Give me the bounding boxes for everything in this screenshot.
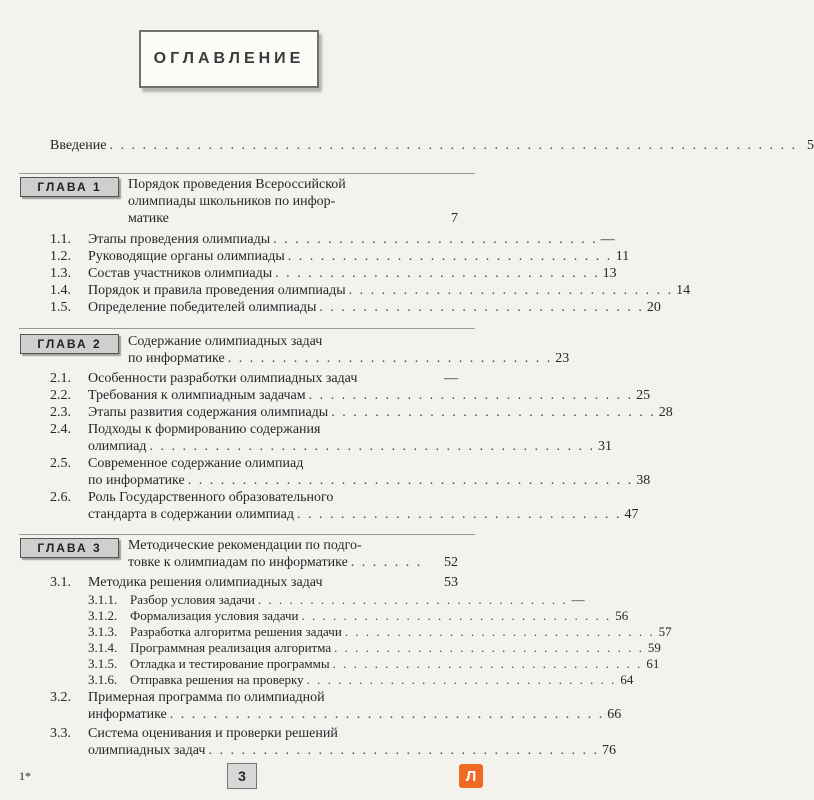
- chapter-badge: ГЛАВА 3: [20, 538, 119, 558]
- dot-leader: . . . . . . . . . . . . . . . . . . . . . . . . . . . . . .: [227, 351, 553, 366]
- toc-entry-line[interactable]: [50, 456, 458, 472]
- chapter-title-line: Методические рекомендации по подго-: [128, 538, 362, 553]
- page-number: 3: [227, 763, 257, 789]
- toc-entry-text: Определение победителей олимпиады: [88, 300, 317, 315]
- toc-entry-text: олимпиад: [88, 439, 147, 454]
- toc-page-number: 59: [647, 640, 661, 655]
- toc-entry-text: информатике: [88, 707, 167, 722]
- toc-entry-text: Система оценивания и проверки решений: [88, 726, 338, 741]
- toc-entry[interactable]: [50, 266, 617, 282]
- toc-entry-chapter-2[interactable]: [128, 351, 570, 367]
- chapter-badge: ГЛАВА 2: [20, 334, 119, 354]
- chapter-title-line: товке к олимпиадам по информатике: [128, 555, 348, 570]
- toc-page-number: 61: [646, 656, 660, 671]
- chapter-divider: [19, 534, 475, 535]
- dot-leader: . . . . . . . . . . . . . . . . . . . . . . . . . . . . . . . . . . . . . . . . .: [149, 439, 595, 454]
- section-number: 3.2.: [50, 690, 71, 705]
- toc-entry-text: Состав участников олимпиады: [88, 266, 273, 281]
- toc-page-number: 14: [676, 283, 691, 298]
- contents-title: ОГЛАВЛЕНИЕ: [153, 50, 305, 67]
- dot-leader: . . . . . . . . . . . . . . . . . . . . . . . . . . . . . .: [331, 405, 656, 420]
- toc-page-number: 57: [658, 624, 672, 639]
- toc-entry[interactable]: [50, 249, 630, 265]
- dot-leader: . . . . . . . . . . . . . . . . . . . . . . . . . . . . . . . . . . . .: [208, 743, 599, 758]
- toc-entry-text: Методика решения олимпиадных задач: [88, 575, 323, 590]
- dot-leader: . . . . . . . . . . . . . . . . . . . . . . . . . . . . . .: [306, 672, 617, 687]
- chapter-title-line: по информатике: [128, 351, 225, 366]
- dot-leader: . . . . . . . . . . . . . . . . . . . . . . . . . . . . . . . . . . . . . . . . .: [187, 473, 634, 488]
- section-number: 3.3.: [50, 726, 71, 741]
- toc-entry[interactable]: [50, 283, 691, 299]
- toc-entry-text: Примерная программа по олимпиадной: [88, 690, 325, 705]
- toc-entry[interactable]: [50, 300, 661, 316]
- toc-entry-text: Разбор условия задачи: [130, 592, 255, 607]
- toc-page-number: 52: [444, 555, 458, 570]
- toc-entry-line[interactable]: [50, 726, 458, 742]
- toc-entry-text: Современное содержание олимпиад: [88, 456, 304, 471]
- dot-leader: . . . . . . . . . . . . . . . . . . . . . . . . . . . . . . . . . . . . . . . .: [169, 707, 605, 722]
- dot-leader: . . . . . . . . . . . . . . . . . . . . . . . . . . . . . .: [348, 283, 674, 298]
- toc-entry-text: Порядок и правила проведения олимпиады: [88, 283, 346, 298]
- toc-page-number: 38: [636, 473, 651, 488]
- toc-entry-text: Этапы проведения олимпиады: [88, 232, 271, 247]
- toc-entry-intro[interactable]: [50, 138, 814, 154]
- toc-page-number: 25: [636, 388, 651, 403]
- toc-page-number: —: [600, 232, 615, 247]
- toc-page-number: 64: [620, 672, 634, 687]
- dot-leader: . . . . . . . . . . . . . . . . . . . . . . . . . . . . . .: [273, 232, 598, 247]
- toc-entry[interactable]: [88, 743, 616, 759]
- toc-page-number: 31: [597, 439, 612, 454]
- section-number: 2.2.: [50, 388, 71, 403]
- subsection-number: 3.1.2.: [88, 608, 118, 623]
- section-number: 2.5.: [50, 456, 71, 471]
- dot-leader: . . . . . . . . . . . . . . . . . . . . . . . . . . . . . .: [287, 249, 613, 264]
- chapter-divider: [19, 173, 475, 174]
- toc-subentry[interactable]: [88, 672, 634, 688]
- section-number: 1.4.: [50, 283, 71, 298]
- dot-leader: . . . . . . .: [350, 555, 423, 570]
- toc-page-number: 66: [607, 707, 622, 722]
- subsection-number: 3.1.1.: [88, 592, 118, 607]
- section-number: 3.1.: [50, 575, 71, 590]
- section-number: 2.3.: [50, 405, 71, 420]
- section-number: 2.1.: [50, 371, 71, 386]
- chapter-divider: [19, 328, 475, 329]
- subsection-number: 3.1.6.: [88, 672, 118, 687]
- toc-entry-text: Введение: [50, 138, 107, 153]
- toc-entry[interactable]: [88, 473, 651, 489]
- toc-entry-text: Подходы к формированию содержания: [88, 422, 321, 437]
- toc-entry-line[interactable]: [50, 422, 458, 438]
- publisher-logo: Л: [459, 764, 483, 788]
- dot-leader: . . . . . . . . . . . . . . . . . . . . . . . . . . . . . .: [296, 507, 622, 522]
- toc-page-number: 5: [806, 138, 814, 153]
- toc-page-number: 28: [658, 405, 673, 420]
- toc-subentry[interactable]: [88, 656, 660, 672]
- toc-entry-text: Роль Государственного образовательного: [88, 490, 334, 505]
- toc-page-number: 13: [602, 266, 617, 281]
- toc-page-number: 56: [615, 608, 629, 623]
- contents-title-box: [139, 30, 319, 88]
- toc-page-number: 53: [444, 575, 458, 590]
- toc-entry[interactable]: [50, 232, 615, 248]
- toc-entry[interactable]: [88, 439, 612, 455]
- dot-leader: . . . . . . . . . . . . . . . . . . . . . . . . . . . . . .: [319, 300, 644, 315]
- toc-subentry[interactable]: [88, 640, 661, 656]
- toc-page-number: —: [571, 592, 585, 607]
- toc-entry-text: по информатике: [88, 473, 185, 488]
- dot-leader: . . . . . . . . . . . . . . . . . . . . . . . . . . . . . .: [257, 592, 568, 607]
- chapter-title-line: Порядок проведения Всероссийской: [128, 177, 346, 192]
- toc-entry-text: Руководящие органы олимпиады: [88, 249, 285, 264]
- toc-entry-text: Отладка и тестирование программы: [130, 656, 330, 671]
- toc-entry-text: Программная реализация алгоритма: [130, 640, 332, 655]
- section-number: 1.3.: [50, 266, 71, 281]
- chapter-badge: ГЛАВА 1: [20, 177, 119, 197]
- toc-page-number: 11: [615, 249, 630, 264]
- chapter-title-line: Содержание олимпиадных задач: [128, 334, 323, 349]
- toc-entry-text: Этапы развития содержания олимпиады: [88, 405, 329, 420]
- toc-entry-chapter-1[interactable]: [128, 211, 458, 227]
- section-number: 1.5.: [50, 300, 71, 315]
- toc-entry[interactable]: [50, 405, 673, 421]
- dot-leader: . . . . . . . . . . . . . . . . . . . . . . . . . . . . . .: [308, 388, 634, 403]
- section-number: 1.1.: [50, 232, 71, 247]
- subsection-number: 3.1.3.: [88, 624, 118, 639]
- toc-entry[interactable]: [50, 371, 458, 387]
- dot-leader: . . . . . . . . . . . . . . . . . . . . . . . . . . . . . . . . . . . . . . . . . . . . . . . . . . . . . . . . . . . . . . .: [109, 138, 797, 153]
- toc-entry-text: Формализация условия задачи: [130, 608, 299, 623]
- toc-page-number: 7: [451, 211, 458, 226]
- chapter-title-line: матике: [128, 211, 169, 226]
- dot-leader: . . . . . . . . . . . . . . . . . . . . . . . . . . . . . .: [344, 624, 655, 639]
- toc-entry-text: стандарта в содержании олимпиад: [88, 507, 294, 522]
- toc-entry[interactable]: [88, 507, 639, 523]
- dot-leader: . . . . . . . . . . . . . . . . . . . . . . . . . . . . . .: [332, 656, 643, 671]
- toc-entry-text: Разработка алгоритма решения задачи: [130, 624, 342, 639]
- toc-entry[interactable]: [50, 388, 651, 404]
- dot-leader: . . . . . . . . . . . . . . . . . . . . . . . . . . . . . .: [334, 640, 644, 655]
- toc-subentry[interactable]: [88, 608, 629, 624]
- toc-entry-line[interactable]: [50, 690, 458, 706]
- toc-subentry[interactable]: [88, 624, 672, 640]
- section-number: 2.6.: [50, 490, 71, 505]
- toc-subentry[interactable]: [88, 592, 585, 608]
- dot-leader: . . . . . . . . . . . . . . . . . . . . . . . . . . . . . .: [301, 608, 612, 623]
- toc-entry[interactable]: [50, 575, 458, 591]
- signature-mark: 1*: [19, 769, 31, 783]
- dot-leader: . . . . . . . . . . . . . . . . . . . . . . . . . . . . . .: [275, 266, 600, 281]
- toc-page-number: 76: [601, 743, 616, 758]
- subsection-number: 3.1.5.: [88, 656, 118, 671]
- toc-entry[interactable]: [88, 707, 622, 723]
- toc-page-number: 20: [646, 300, 661, 315]
- chapter-title-line: олимпиады школьников по инфор-: [128, 194, 336, 209]
- toc-entry-text: Отправка решения на проверку: [130, 672, 304, 687]
- toc-page-number: —: [444, 371, 458, 386]
- toc-entry-text: Особенности разработки олимпиадных задач: [88, 371, 358, 386]
- toc-entry-text: Требования к олимпиадным задачам: [88, 388, 306, 403]
- toc-entry-chapter-3[interactable]: [128, 555, 458, 571]
- toc-entry-text: олимпиадных задач: [88, 743, 206, 758]
- toc-page-number: 47: [624, 507, 639, 522]
- toc-page-number: 23: [555, 351, 570, 366]
- section-number: 2.4.: [50, 422, 71, 437]
- toc-entry-line[interactable]: [50, 490, 458, 506]
- section-number: 1.2.: [50, 249, 71, 264]
- subsection-number: 3.1.4.: [88, 640, 118, 655]
